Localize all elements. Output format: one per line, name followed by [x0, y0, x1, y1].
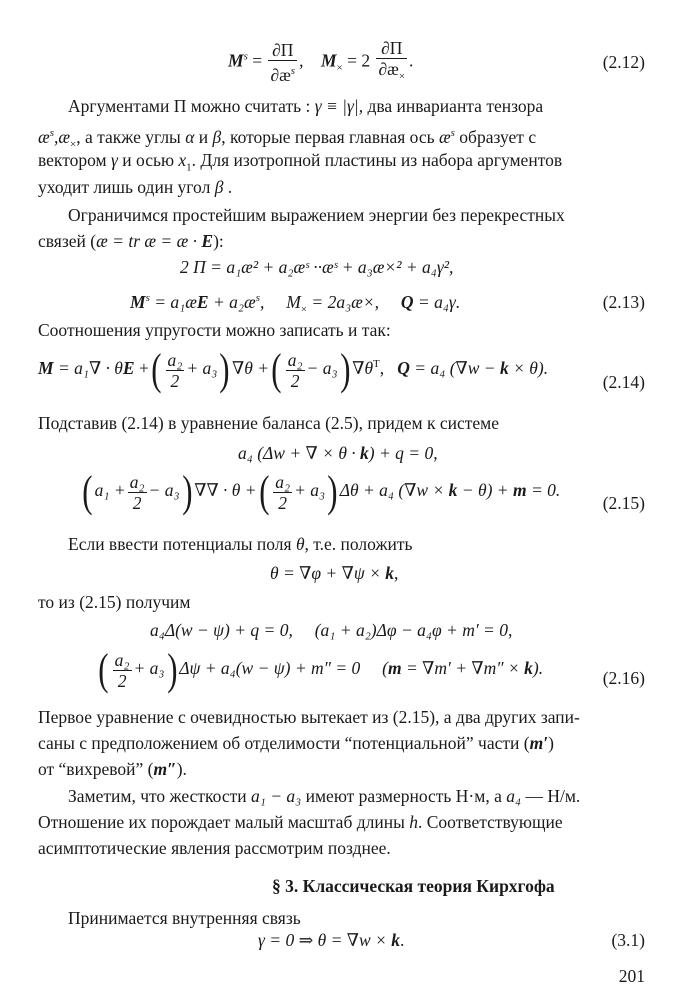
math-span: × θ).	[508, 358, 549, 379]
equation-2-16	[96, 645, 544, 694]
math-bold: m	[387, 658, 402, 679]
frac-num: a₂	[114, 649, 130, 670]
frac-num: ∂Π	[268, 40, 297, 61]
math-bold: M	[130, 292, 146, 312]
text-span: и	[198, 126, 209, 147]
math-span: − θ) +	[457, 480, 513, 501]
equation-system-2: a₄Δ(w − ψ) + q = 0, (a₁ + a₂)Δφ − a₄φ + m′ = 0,	[150, 620, 513, 640]
math-bold: E	[122, 358, 135, 379]
math-span: a₁ − a₃	[251, 786, 302, 806]
text-span: , а также углы	[76, 126, 181, 147]
equation-2-12	[228, 38, 413, 87]
math-sub: 1	[186, 161, 192, 174]
math-span: β	[212, 126, 222, 147]
frac-num: a₂	[167, 349, 183, 370]
math-bold: M	[38, 358, 54, 379]
math-span: x	[178, 150, 187, 170]
equation-2-15	[80, 467, 561, 516]
period: .	[409, 50, 414, 71]
frac-den: 2	[290, 370, 300, 391]
eq-symbol: M	[228, 50, 244, 71]
frac-den-text: ∂æ	[270, 64, 291, 85]
fraction	[128, 472, 147, 513]
frac-den-text: ∂æ	[378, 59, 399, 79]
math-bold: k	[385, 563, 395, 583]
page-number: 201	[618, 966, 645, 986]
eq-symbol: M	[320, 50, 337, 71]
eq-sup: s	[243, 50, 248, 63]
math-span: + a₃	[133, 658, 165, 679]
text-line: асимптотические явления рассмотрим позднее.	[38, 838, 391, 858]
math-span: ,	[394, 563, 399, 583]
text-span: Отношение их порождает малый масштаб длины	[38, 812, 405, 832]
frac-num: ∂Π	[376, 38, 407, 59]
right-paren: )	[166, 645, 177, 694]
left-paren: (	[151, 345, 162, 394]
math-span: .	[399, 930, 405, 950]
frac-num: a₂	[275, 471, 291, 492]
text-line: Подставив (2.14) в уравнение баланса (2.5), придем к системе	[38, 413, 500, 433]
math-span: = a₄ (∇w −	[409, 358, 500, 379]
math-sub: ×	[300, 303, 308, 316]
text-line: Принимается внутренняя связь	[68, 908, 301, 928]
frac-num: a₂	[287, 349, 303, 370]
math-span: + a₃	[186, 358, 218, 379]
text-span: саны с предположением об отделимости “потенциальной” части (	[38, 733, 530, 753]
equation-number: (2.12)	[602, 52, 645, 72]
math-span: − a₃	[148, 480, 180, 501]
math-span: = 0.	[526, 480, 561, 501]
math-span: θ = ∇φ + ∇ψ ×	[270, 563, 386, 583]
right-paren: )	[181, 467, 193, 516]
math-bold: m″	[153, 759, 177, 779]
text-span: вектором	[38, 150, 107, 170]
math-bold: m	[512, 480, 527, 501]
fraction	[268, 40, 297, 85]
math-span: æ	[438, 126, 451, 147]
text-span: .	[227, 177, 233, 197]
text-span: ):	[213, 231, 224, 251]
left-paren: (	[258, 467, 270, 516]
math-sup: T	[373, 358, 380, 371]
text-span: и осью	[122, 150, 175, 170]
frac-den: 2	[278, 492, 288, 513]
text-span: , которые первая главная ось	[221, 126, 435, 147]
math-span: h	[409, 812, 418, 832]
eq-sign: =	[252, 50, 263, 71]
math-sup: s	[145, 292, 150, 305]
math-span: ∇∇ · θ +	[194, 480, 257, 501]
text-line	[38, 731, 554, 755]
eq-sub: ×	[336, 61, 343, 74]
equation-2-14	[38, 345, 549, 394]
text-span: , т.е. положить	[304, 534, 413, 554]
math-span: + a₃	[294, 480, 326, 501]
frac-den: 2	[117, 670, 127, 691]
fraction	[113, 650, 132, 691]
right-paren: )	[327, 467, 338, 516]
math-span: γ	[110, 150, 118, 170]
math-bold: m′	[529, 733, 549, 753]
math-span: α	[185, 126, 195, 147]
equation-3-1	[258, 930, 404, 951]
text-line: Соотношения упругости можно записать и так:	[38, 320, 391, 340]
text-line	[68, 94, 543, 118]
equation-2-13	[130, 292, 460, 316]
equation-number: (2.13)	[602, 292, 645, 312]
math-sup: s	[255, 292, 260, 305]
math-sub: ×	[70, 138, 77, 151]
fraction	[273, 472, 292, 513]
text-span: образует с	[459, 126, 537, 147]
text-line	[38, 229, 224, 253]
equation-number: (2.16)	[602, 668, 645, 688]
math-span: ).	[532, 658, 544, 679]
equation-energy: 2 Π = a₁æ² + a₂æˢ ··æˢ + a₃æ×² + a₄γ²,	[180, 257, 454, 277]
text-line	[68, 532, 413, 556]
left-paren: (	[98, 645, 109, 694]
math-bold: k	[391, 930, 400, 950]
math-bold: k	[524, 658, 533, 679]
left-paren: (	[82, 467, 93, 516]
math-span: ,æ	[53, 126, 71, 147]
math-sup: s	[49, 127, 54, 139]
math-span: = ∇m′ + ∇m″ ×	[401, 658, 525, 679]
math-span: ∇θ	[352, 358, 374, 379]
math-bold: Q	[400, 292, 414, 312]
fraction	[166, 350, 185, 391]
math-span: Δψ + a₄(w − ψ) + m″ = 0 (	[179, 658, 388, 679]
text-line	[38, 175, 232, 199]
right-paren: )	[339, 345, 351, 394]
text-span: ).	[176, 759, 187, 779]
math-span: − a₃	[306, 358, 338, 379]
comma: ,	[299, 50, 304, 71]
math-span: = a₄γ.	[413, 292, 461, 312]
math-bold: k	[499, 358, 509, 379]
equation-number: (2.15)	[602, 493, 645, 513]
equation-system-1	[238, 443, 438, 464]
frac-den-sup: s	[290, 64, 296, 77]
math-span: = a₁æ	[149, 292, 197, 312]
eq-coef: = 2	[347, 50, 371, 71]
math-bold: E	[196, 292, 209, 312]
math-span: γ = 0 ⇒ θ = ∇w ×	[258, 930, 392, 950]
math-bold: k	[448, 480, 458, 501]
frac-num: a₂	[129, 471, 145, 492]
math-bold: Q	[397, 358, 410, 379]
math-span: β	[214, 177, 224, 197]
text-span: связей (	[38, 231, 97, 251]
math-span: = a₁∇ · θ	[53, 358, 123, 379]
math-span: + a₂æ	[208, 292, 256, 312]
text-line: Первое уравнение с очевидностью вытекает из (2.15), а два других запи-	[38, 707, 580, 727]
fraction	[376, 38, 407, 87]
math-span: ∇θ +	[232, 358, 270, 379]
text-span: . Для изотропной пластины из набора аргументов	[191, 150, 563, 170]
section-heading: § 3. Классическая теория Кирхгофа	[272, 876, 555, 896]
text-span: Если ввести потенциалы поля	[68, 534, 292, 554]
math-span: Δθ + a₄ (∇w ×	[339, 480, 449, 501]
text-line	[38, 810, 563, 834]
equation-number: (3.1)	[611, 930, 645, 950]
math-bold: E	[201, 231, 214, 251]
frac-den-sub: ×	[398, 70, 406, 83]
equation-number: (2.14)	[602, 372, 645, 392]
text-line	[68, 784, 580, 808]
fraction	[286, 350, 305, 391]
math-span: æ = tr æ = æ ·	[96, 231, 202, 251]
math-span: , M	[259, 292, 301, 312]
math-span: ,	[379, 358, 385, 379]
text-span: . Соответствующие	[417, 812, 563, 832]
frac-den: 2	[132, 492, 142, 513]
equation-potential	[270, 563, 398, 584]
text-span: Аргументами Π можно считать :	[68, 96, 311, 116]
text-line: Ограничимся простейшим выражением энергии без перекрестных	[68, 205, 565, 225]
text-span: уходит лишь один угол	[38, 177, 211, 197]
frac-den	[268, 61, 297, 85]
text-span: )	[548, 733, 554, 753]
left-paren: (	[271, 345, 282, 394]
right-paren: )	[219, 345, 230, 394]
math-span: a₄ (Δw + ∇ × θ ·	[238, 443, 361, 463]
math-span: γ ≡ |γ|,	[314, 96, 364, 116]
text-line: то из (2.15) получим	[38, 592, 191, 612]
frac-den: 2	[170, 370, 180, 391]
text-span: два инварианта тензора	[367, 96, 544, 116]
text-span: — Н/м.	[525, 786, 581, 806]
text-line	[38, 757, 187, 781]
text-span: от “вихревой” (	[38, 759, 154, 779]
math-span: = 2a₃æ×,	[307, 292, 401, 312]
math-span: a₄	[506, 786, 522, 806]
text-span: имеют размерность Н·м, а	[305, 786, 502, 806]
math-span: ) + q = 0,	[368, 443, 438, 463]
math-span: a₁ +	[94, 480, 126, 501]
math-span: +	[134, 358, 149, 379]
math-sup: s	[450, 127, 455, 139]
frac-den	[376, 59, 407, 87]
math-span: θ	[295, 534, 305, 554]
math-span: æ	[38, 126, 50, 147]
text-span: Заметим, что жесткости	[68, 786, 247, 806]
math-bold: k	[360, 443, 369, 463]
